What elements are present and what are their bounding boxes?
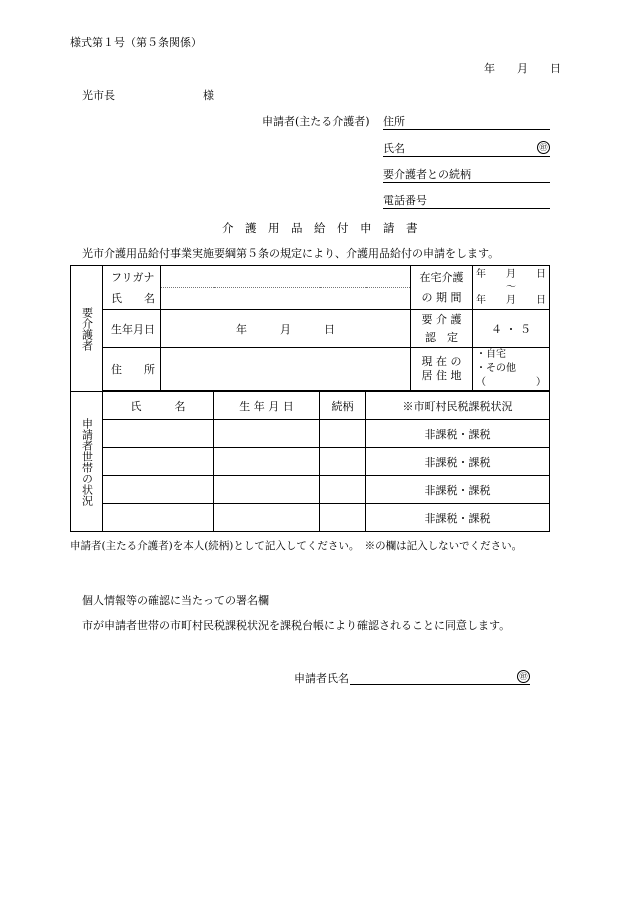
residence-opt-other[interactable]: ・その他（ ）: [476, 363, 546, 388]
care-recipient-section: [71, 266, 103, 392]
home-care-label-2: の 期 間: [421, 290, 462, 304]
consent-text: 市が申請者世帯の市町村民税課税状況を課税台帳により確認されることに同意します。: [82, 619, 511, 632]
member-relation-input[interactable]: [320, 448, 366, 476]
seal-icon: ㊞: [537, 141, 550, 154]
applicant-address-field[interactable]: [383, 113, 550, 130]
member-name-input[interactable]: [103, 504, 214, 532]
member-birth-input[interactable]: [214, 420, 320, 448]
member-birth-input[interactable]: [214, 476, 320, 504]
cert-label-1: 要 介 護: [421, 312, 462, 326]
addressee: 光市長 様: [82, 89, 214, 102]
residence-label-1: 現 在 の: [421, 355, 462, 368]
member-tax-status: 非課税・課税: [366, 420, 550, 448]
member-birth-input[interactable]: [214, 448, 320, 476]
signature-label: 申請者氏名: [294, 672, 349, 685]
residence-label: [411, 348, 473, 391]
household-label: 申請者世帯の状況: [80, 417, 94, 506]
col-relation-header: 続柄: [320, 392, 366, 420]
member-birth-input[interactable]: [214, 504, 320, 532]
care-recipient-label: 要介護者: [80, 306, 94, 351]
birth-label: 生年月日: [103, 310, 161, 348]
table-row: [71, 448, 550, 476]
signature-field[interactable]: [350, 670, 530, 685]
address-label-cell: 住 所: [103, 348, 161, 391]
care-cert-input[interactable]: ４ ・ ５: [473, 310, 550, 348]
home-care-period-input[interactable]: [473, 266, 550, 310]
applicant-name-field[interactable]: [383, 140, 550, 157]
member-tax-status: 非課税・課税: [366, 504, 550, 532]
member-relation-input[interactable]: [320, 476, 366, 504]
note-text: 申請者(主たる介護者)を本人(続柄)として記入してください。 ※の欄は記入しないでください。: [70, 540, 523, 552]
intro-text: 光市介護用品給付事業実施要綱第５条の規定により、介護用品給付の申請をします。: [82, 247, 500, 260]
care-recipient-address-input[interactable]: [161, 348, 411, 391]
signature-seal-icon: ㊞: [517, 670, 530, 683]
member-tax-status: 非課税・課税: [366, 476, 550, 504]
name-label-cell: 氏 名: [103, 288, 161, 310]
member-name-input[interactable]: [103, 448, 214, 476]
period-tilde: ～: [506, 282, 516, 293]
table-row: [71, 504, 550, 532]
application-table: [70, 265, 550, 532]
applicant-label: 申請者(主たる介護者): [262, 115, 370, 128]
home-care-period-label: [411, 266, 473, 310]
residence-options[interactable]: [473, 348, 550, 391]
home-care-label-1: 在宅介護: [419, 270, 464, 284]
applicant-relation-field[interactable]: [383, 166, 550, 183]
consent-heading: 個人情報等の確認に当たっての署名欄: [82, 594, 269, 607]
col-name-header: 氏 名: [103, 392, 214, 420]
phone-label: 電話番号: [383, 194, 427, 207]
form-number: 様式第１号（第５条関係）: [70, 36, 202, 49]
relation-label: 要介護者との続柄: [383, 168, 471, 181]
furigana-label: フリガナ: [103, 266, 161, 288]
residence-opt-home[interactable]: ・自宅: [476, 349, 506, 360]
member-relation-input[interactable]: [320, 504, 366, 532]
period-to: 年 月 日: [476, 295, 546, 306]
page-title: 介 護 用 品 給 付 申 請 書: [222, 221, 418, 235]
residence-label-2: 居 住 地: [421, 369, 462, 382]
address-label: 住所: [383, 115, 405, 128]
member-name-input[interactable]: [103, 476, 214, 504]
member-relation-input[interactable]: [320, 420, 366, 448]
name-label: 氏名: [383, 142, 405, 155]
furigana-input[interactable]: [161, 266, 411, 288]
table-row: [71, 420, 550, 448]
birth-input[interactable]: 年 月 日: [161, 310, 411, 348]
table-row: [71, 476, 550, 504]
member-tax-status: 非課税・課税: [366, 448, 550, 476]
date-field[interactable]: 年 月 日: [484, 62, 561, 75]
household-section: [71, 392, 103, 532]
applicant-phone-field[interactable]: [383, 192, 550, 209]
member-name-input[interactable]: [103, 420, 214, 448]
period-from: 年 月 日: [476, 269, 546, 280]
col-tax-header: ※市町村民税課税状況: [366, 392, 550, 420]
cert-label-2: 認 定: [425, 330, 458, 344]
col-birth-header: 生 年 月 日: [214, 392, 320, 420]
care-cert-label: [411, 310, 473, 348]
care-recipient-name-input[interactable]: [161, 288, 411, 310]
